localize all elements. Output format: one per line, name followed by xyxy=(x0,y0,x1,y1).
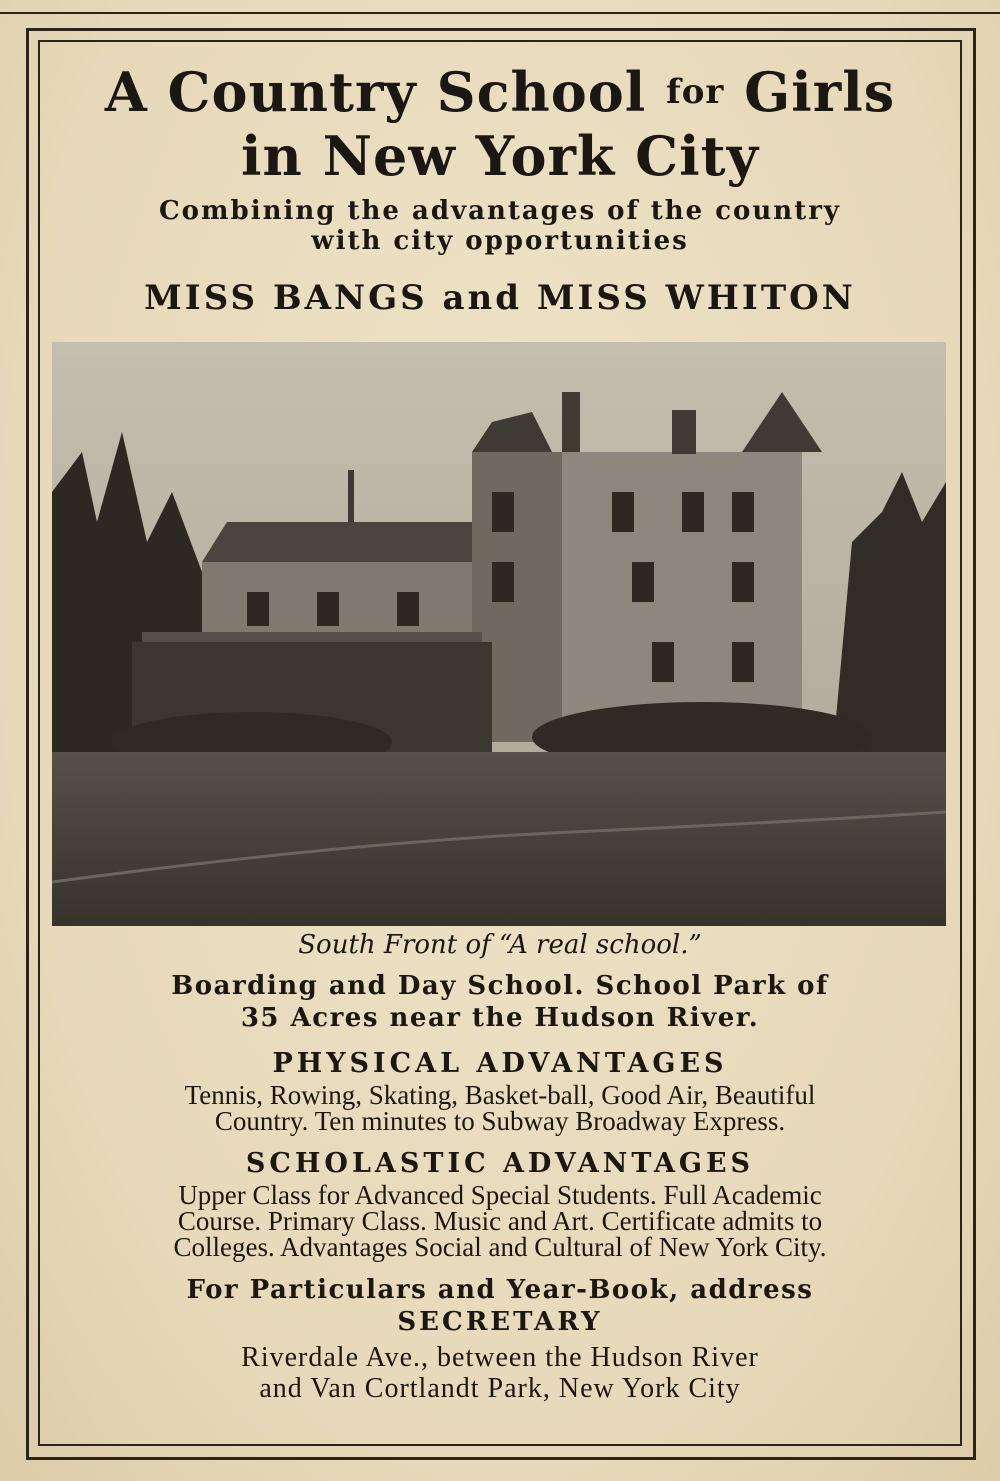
secretary-label: SECRETARY xyxy=(397,1307,603,1337)
headline-part-1: A Country School xyxy=(104,60,647,124)
headline-line-1 xyxy=(50,60,950,124)
intro-line-1: Boarding and Day School. School Park of xyxy=(171,971,829,1001)
photo-caption: South Front of “A real school.” xyxy=(298,930,702,960)
address-line-2: and Van Cortlandt Park, New York City xyxy=(259,1373,741,1404)
headline-for: for xyxy=(666,72,725,112)
physical-line-1: Tennis, Rowing, Skating, Basket-ball, Good Air, Beautiful xyxy=(184,1080,816,1110)
scholastic-line-2: Course. Primary Class. Music and Art. Certificate admits to xyxy=(177,1206,823,1236)
scholastic-line-3: Colleges. Advantages Social and Cultural of New York City. xyxy=(173,1232,827,1262)
subheadline-line-2: with city opportunities xyxy=(311,226,689,256)
subheadline-line-1: Combining the advantages of the country xyxy=(158,196,842,226)
top-rule xyxy=(0,12,1000,14)
school-photograph xyxy=(52,342,946,926)
physical-line-2: Country. Ten minutes to Subway Broadway Express. xyxy=(214,1106,786,1136)
physical-advantages-heading: PHYSICAL ADVANTAGES xyxy=(272,1048,728,1079)
advertisement-header xyxy=(50,60,950,318)
intro-line-2: 35 Acres near the Hudson River. xyxy=(240,1003,760,1033)
advertisement-body xyxy=(60,970,940,1404)
scholastic-advantages-heading: SCHOLASTIC ADVANTAGES xyxy=(245,1148,755,1179)
address-line-1: Riverdale Ave., between the Hudson River xyxy=(241,1342,759,1373)
scholastic-line-1: Upper Class for Advanced Special Students. Full Academic xyxy=(178,1180,822,1210)
headline-line-2: in New York City xyxy=(241,124,759,188)
particulars-line: For Particulars and Year-Book, address xyxy=(186,1275,814,1305)
headline-part-2: Girls xyxy=(744,60,896,124)
principals-names: MISS BANGS and MISS WHITON xyxy=(144,278,856,318)
school-building-illustration xyxy=(52,342,946,926)
